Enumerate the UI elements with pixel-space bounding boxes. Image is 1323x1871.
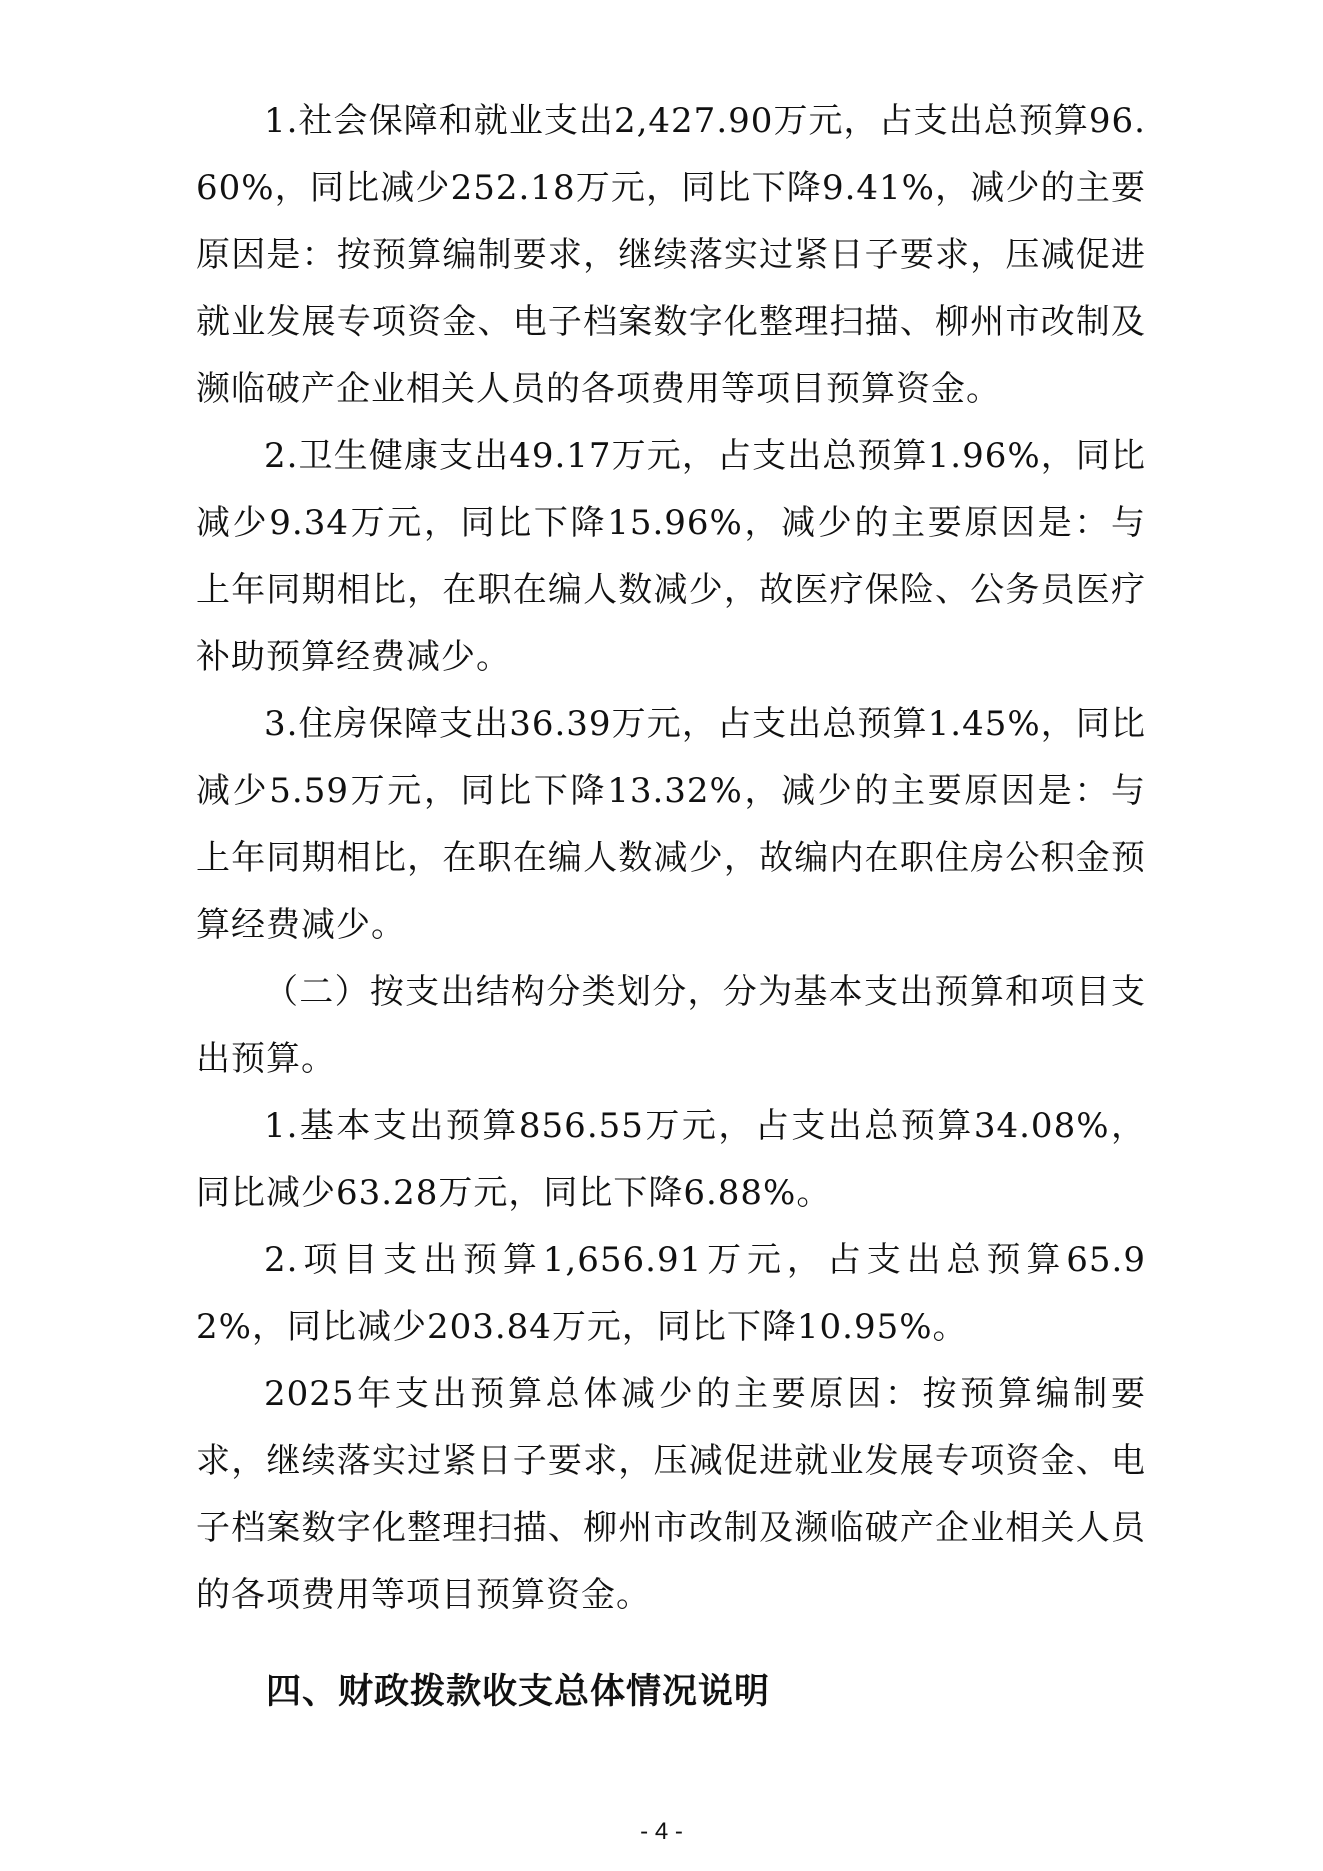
page-number: - 4 -: [640, 1818, 683, 1845]
paragraph-housing-expenditure: 3.住房保障支出36.39万元，占支出总预算1.45%，同比减少5.59万元，同比下降13.32%，减少的主要原因是：与上年同期相比，在职在编人数减少，故编内在职住房公积金预算经费减少。: [196, 704, 1146, 945]
paragraph-expenditure-structure: （二）按支出结构分类划分，分为基本支出预算和项目支出预算。: [196, 972, 1146, 1079]
paragraph-basic-expenditure: 1.基本支出预算856.55万元，占支出总预算34.08%，同比减少63.28万元，同比下降6.88%。: [196, 1106, 1146, 1213]
paragraph-social-security-expenditure: 1.社会保障和就业支出2,427.90万元，占支出总预算96.60%，同比减少252.18万元，同比下降9.41%，减少的主要原因是：按预算编制要求，继续落实过紧日子要求，压减促进就业发展专项资金、电子档案数字化整理扫描、柳州市改制及濒临破产企业相关人员的各项费用等项目预算资金。: [196, 101, 1146, 409]
page-body: [196, 88, 1146, 1727]
paragraph-overall-reduction-reason: 2025年支出预算总体减少的主要原因：按预算编制要求，继续落实过紧日子要求，压减促进就业发展专项资金、电子档案数字化整理扫描、柳州市改制及濒临破产企业相关人员的各项费用等项目预算资金。: [196, 1374, 1146, 1615]
paragraph-project-expenditure: 2.项目支出预算1,656.91万元，占支出总预算65.92%，同比减少203.84万元，同比下降10.95%。: [196, 1240, 1146, 1347]
section-heading: 四、财政拨款收支总体情况说明: [266, 1672, 771, 1712]
paragraph-health-expenditure: 2.卫生健康支出49.17万元，占支出总预算1.96%，同比减少9.34万元，同比下降15.96%，减少的主要原因是：与上年同期相比，在职在编人数减少，故医疗保险、公务员医疗补助预算经费减少。: [196, 436, 1146, 677]
